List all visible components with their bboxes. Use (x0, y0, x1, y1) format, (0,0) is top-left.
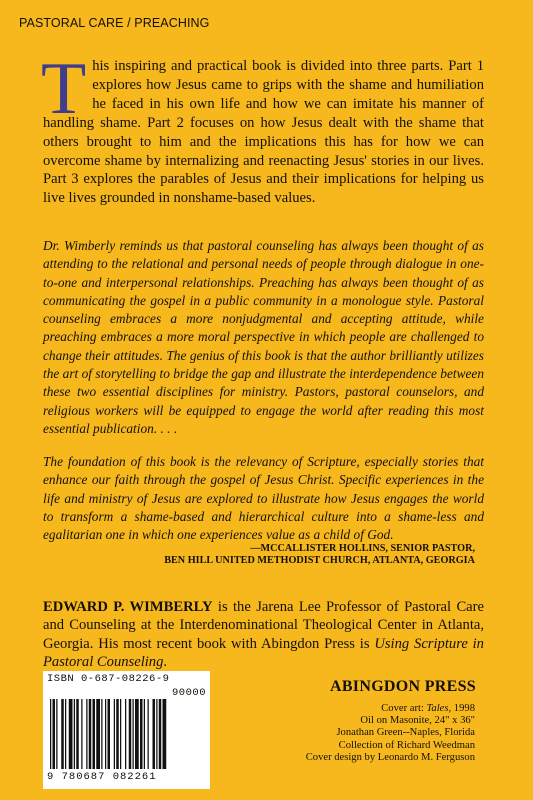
author-name: EDWARD P. WIMBERLY (43, 599, 213, 615)
barcode-bar (108, 699, 111, 769)
barcode-bar (140, 699, 143, 769)
isbn-number: ISBN 0-687-08226-9 (47, 673, 170, 685)
barcode-bar (129, 699, 132, 769)
review-paragraph: Dr. Wimberly reminds us that pastoral counseling has always been thought of as attending to the relational and personal needs of people through dialogue in one-to-one and interpersonal relationships. Preaching has always been thought of as communicating the gospel in a public community in a monologue style. Pastoral counseling embraces a more nonjudgmental and accepting attitude, while preaching embraces a more moral perspective in which people are challenged to change their attitudes. The genius of this book is that the author brilliantly utilizes the art of storytelling to bridge the gap and illustrate the interdependence between these two essential disciplines for ministry. Pastors, pastoral counselors, and religious workers will be equipped to engage the world after reading this most essential publication. . . . (43, 238, 484, 436)
barcode-bar (116, 699, 119, 769)
author-bio-text: is the Jarena Lee Professor of Pastoral Care and Counseling at the Interdenominational Theological Center in Atlanta, Georgia. His most recent book with Abingdon Press is (43, 599, 484, 652)
barcode-bar (96, 699, 100, 769)
credit-cover-art-title: Tales, (426, 703, 452, 714)
barcode-bar (76, 699, 79, 769)
barcode-bar (101, 699, 102, 769)
barcode-bar (61, 699, 64, 769)
barcode-bar (69, 699, 73, 769)
barcode-bar (105, 699, 106, 769)
barcode-bar (56, 699, 57, 769)
barcode-bar (153, 699, 156, 769)
credit-designer: Cover design by Leonardo M. Ferguson (305, 751, 475, 763)
endorsement-quote: The foundation of this book is the relevancy of Scripture, especially stories that enhance our faith through the gospel of Jesus Christ. Specific experiences in the life and ministry of Jesus are explored to illustrate how Jesus engages the world to transform a shame-based and hierarchical culture into a shame-less and egalitarian one in which one experiences value as a child of God. (43, 454, 484, 543)
author-book-title: Using Scripture in Pastoral Counseling (43, 635, 484, 670)
author-bio (43, 598, 484, 671)
price-code: 90000 (171, 687, 206, 699)
endorsement-attribution (164, 543, 475, 567)
barcode (43, 671, 210, 789)
barcode-bar (81, 699, 82, 769)
intro-paragraph (41, 48, 484, 208)
publisher-name: ABINGDON PRESS (329, 678, 476, 695)
barcode-bar (125, 699, 126, 769)
barcode-bar (148, 699, 149, 769)
barcode-bar (93, 699, 96, 769)
barcode-bar (50, 699, 51, 769)
credit-cover-art (306, 703, 475, 715)
barcode-bar (144, 699, 145, 769)
credit-medium: Oil on Masonite, 24" x 36" (360, 715, 475, 727)
credit-artist: Jonathan Green--Naples, Florida (336, 727, 475, 739)
barcode-bar (86, 699, 87, 769)
barcode-bar (159, 699, 162, 769)
cover-credits (306, 703, 475, 764)
drop-cap: T (41, 48, 87, 130)
attribution-line-1: —MCCALLISTER HOLLINS, SENIOR PASTOR, (250, 543, 475, 554)
barcode-bar (114, 699, 115, 769)
barcode-bar (163, 699, 167, 769)
category-label: PASTORAL CARE / PREACHING (19, 16, 210, 30)
author-bio-end: . (163, 653, 168, 670)
barcode-bar (89, 699, 92, 769)
barcode-bar (133, 699, 134, 769)
credit-cover-art-year: 1998 (451, 703, 475, 714)
barcode-bar (120, 699, 121, 769)
ean-number: 9 780687 082261 (47, 771, 157, 783)
barcode-bar (65, 699, 66, 769)
attribution-line-2: BEN HILL UNITED METHODIST CHURCH, ATLANTA, GEORGIA (164, 555, 475, 566)
barcode-bar (156, 699, 157, 769)
credit-collection: Collection of Richard Weedman (338, 739, 475, 751)
barcode-bar (74, 699, 75, 769)
barcode-bars (49, 699, 204, 769)
credit-cover-art-label: Cover art: (381, 703, 427, 714)
intro-text: his inspiring and practical book is divided into three parts. Part 1 explores how Jesus came to grips with the shame and humiliation he faced in his own life and how we can imitate his manner of handling shame. Part 2 focuses on how Jesus dealt with the shame that others brought to him and the implications this has for how we can overcome shame by internalizing and reenacting Jesus' stories in our lives. Part 3 explores the parables of Jesus and their implications for helping us live lives grounded in nonshame-based values. (43, 58, 484, 207)
barcode-bar (135, 699, 139, 769)
barcode-bar (53, 699, 56, 769)
